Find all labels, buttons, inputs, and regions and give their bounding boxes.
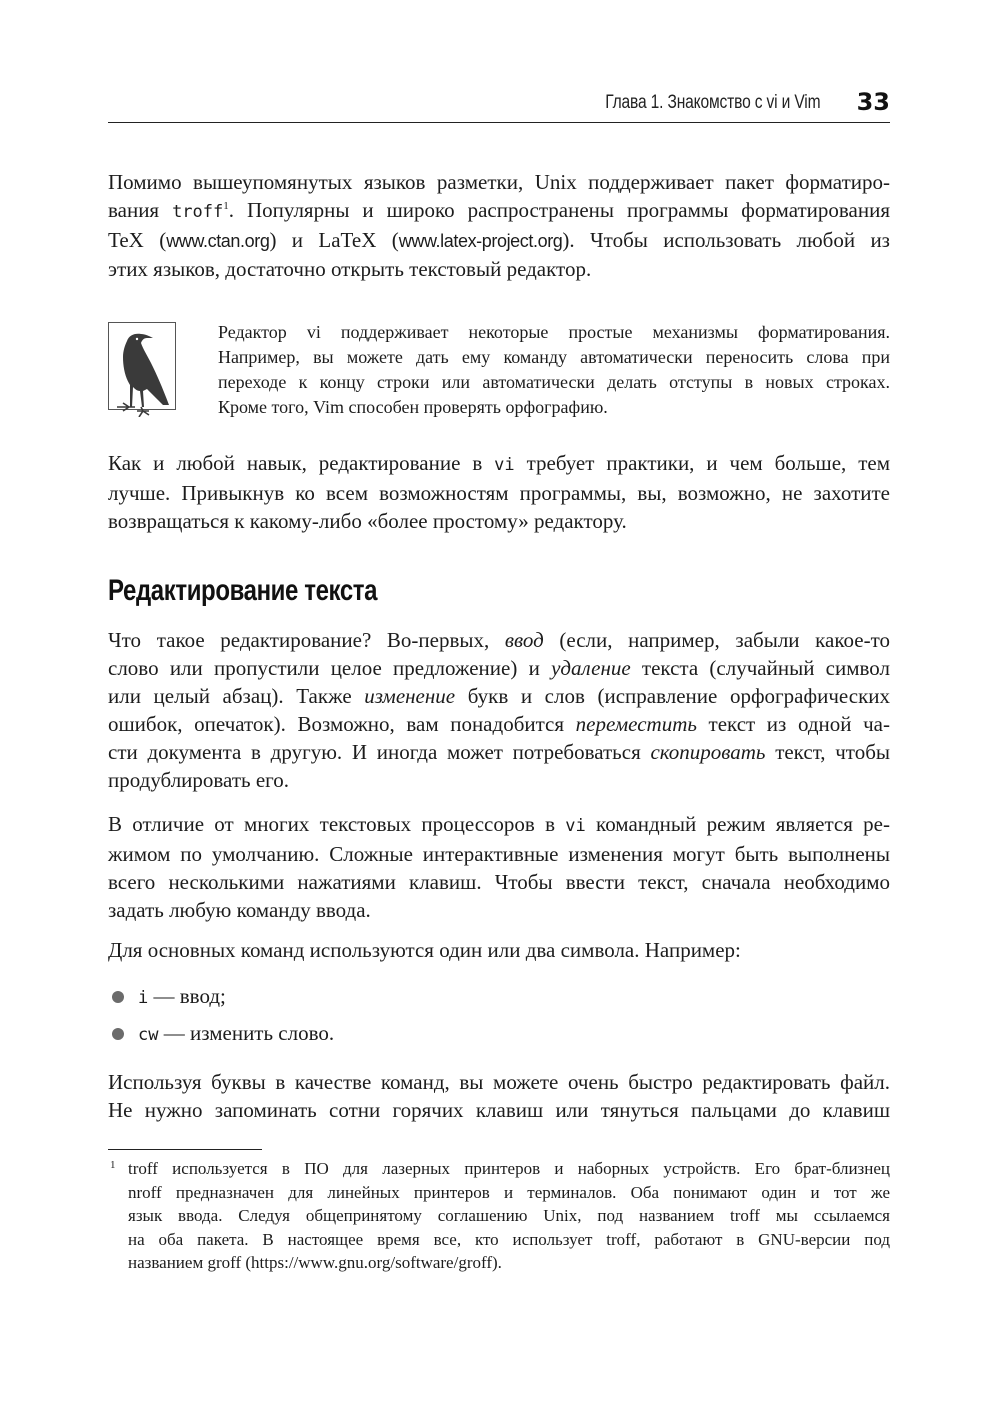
command-mode-paragraph xyxy=(108,810,890,924)
chapter-title: Глава 1. Знакомство с vi и Vim xyxy=(604,92,820,113)
footnote-divider xyxy=(108,1149,262,1150)
note-line: Редактор vi поддерживает некоторые простые механизмы форматирования. xyxy=(218,322,890,342)
letters-paragraph xyxy=(108,1068,890,1124)
code-vi: vi xyxy=(565,816,586,836)
tip-note xyxy=(108,320,890,420)
note-text xyxy=(218,320,890,420)
footnote-line: troff используется в ПО для лазерных принтеров и наборных устройств. Его брат-близнец xyxy=(128,1159,890,1178)
footnote-marker: 1 xyxy=(110,1159,116,1171)
paragraph-line: этих языков, достаточно открыть текстовый редактор. xyxy=(108,257,592,281)
footnote-line: на оба пакета. В настоящее время все, кто использует troff, работают в GNU-версии под xyxy=(128,1229,890,1249)
section-heading: Редактирование текста xyxy=(108,574,378,607)
link-ctan[interactable]: www.ctan.org xyxy=(166,231,270,251)
emphasis-term: переместить xyxy=(575,712,697,736)
crow-icon xyxy=(108,322,176,410)
paragraph-line: Помимо вышеупомянутых языков разметки, Unix поддерживает пакет форматиро- xyxy=(108,170,890,194)
paragraph-line: лучше. Привыкнув ко всем возможностям программы, вы, возможно, не захотите xyxy=(108,481,890,505)
skill-paragraph xyxy=(108,449,890,535)
running-header xyxy=(108,88,890,123)
footnote-line: nroff предназначен для линейных принтеров и терминалов. Оба понимают один и тот же xyxy=(128,1182,890,1202)
bullet-icon xyxy=(112,1028,124,1040)
bullet-icon xyxy=(112,991,124,1003)
command-list xyxy=(108,982,890,1056)
paragraph-line: сти документа в другую. И иногда может потребоваться скопировать текст, чтобы xyxy=(108,740,890,764)
paragraph-line: задать любую команду ввода. xyxy=(108,898,371,922)
paragraph-line: всего несколькими нажатиями клавиш. Чтобы ввести текст, сначала необходимо xyxy=(108,870,890,894)
crow-silhouette-icon xyxy=(113,329,171,417)
footnote-reference[interactable]: 1 xyxy=(223,200,229,212)
paragraph-line: или целый абзац). Также изменение букв и слов (исправление орфографических xyxy=(108,684,891,708)
paragraph-line: Используя буквы в качестве команд, вы можете очень быстро редактировать файл. xyxy=(108,1070,890,1094)
paragraph-line: Что такое редактирование? Во-первых, ввод (если, например, забыли какое-то xyxy=(108,628,890,652)
note-line: Кроме того, Vim способен проверять орфографию. xyxy=(218,397,608,417)
emphasis-term: удаление xyxy=(551,656,631,680)
footnote-body xyxy=(128,1157,890,1275)
footnote-line: названием groff (https://www.gnu.org/software/groff). xyxy=(128,1253,502,1272)
paragraph-line: продублировать его. xyxy=(108,768,290,792)
paragraph-line: жимом по умолчанию. Сложные интерактивные изменения могут быть выполнены xyxy=(108,842,890,866)
paragraph-line: TeX (www.ctan.org) и LaTeX (www.latex-project.org). Чтобы использовать любой из xyxy=(108,228,890,252)
note-line: Например, вы можете дать ему команду автоматически переносить слова при xyxy=(218,347,890,367)
paragraph-line: Как и любой навык, редактирование в vi требует практики, и чем больше, тем xyxy=(108,451,890,475)
list-item xyxy=(108,982,890,1019)
paragraph-line: слово или пропустили целое предложение) и удаление текста (случайный символ xyxy=(108,656,890,680)
paragraph-line: Для основных команд используются один или два символа. Например: xyxy=(108,938,741,962)
intro-paragraph xyxy=(108,168,890,283)
code-troff: troff xyxy=(172,202,224,222)
editing-paragraph xyxy=(108,626,890,794)
note-line: переходе к концу строки или автоматически делать отступы в новых строках. xyxy=(218,372,890,392)
emphasis-term: скопировать xyxy=(650,740,766,764)
code-vi: vi xyxy=(494,455,515,475)
paragraph-line: возвращаться к какому-либо «более простому» редактору. xyxy=(108,509,627,533)
command-description: — ввод; xyxy=(148,984,226,1008)
paragraph-line: ошибок, опечаток). Возможно, вам понадобится переместить текст из одной ча- xyxy=(108,712,890,736)
paragraph-line: Не нужно запоминать сотни горячих клавиш или тянуться пальцами до клавиш xyxy=(108,1098,890,1122)
command-code: i xyxy=(138,988,149,1008)
list-item xyxy=(108,1019,890,1056)
command-code: cw xyxy=(138,1025,159,1045)
command-description: — изменить слово. xyxy=(158,1021,335,1045)
emphasis-term: изменение xyxy=(364,684,456,708)
link-latex-project[interactable]: www.latex-project.org xyxy=(398,231,563,251)
footnote-line: язык ввода. Следуя общепринятому соглашению Unix, под названием troff мы ссылаемся xyxy=(128,1206,890,1225)
paragraph-line: вания troff$^1$. Популярны и широко распространены программы форматирования xyxy=(108,198,890,222)
basic-commands-paragraph xyxy=(108,936,890,964)
page-number: 33 xyxy=(856,88,890,116)
paragraph-line: В отличие от многих текстовых процессоров в vi командный режим является ре- xyxy=(108,812,890,836)
emphasis-term: ввод xyxy=(504,628,544,652)
